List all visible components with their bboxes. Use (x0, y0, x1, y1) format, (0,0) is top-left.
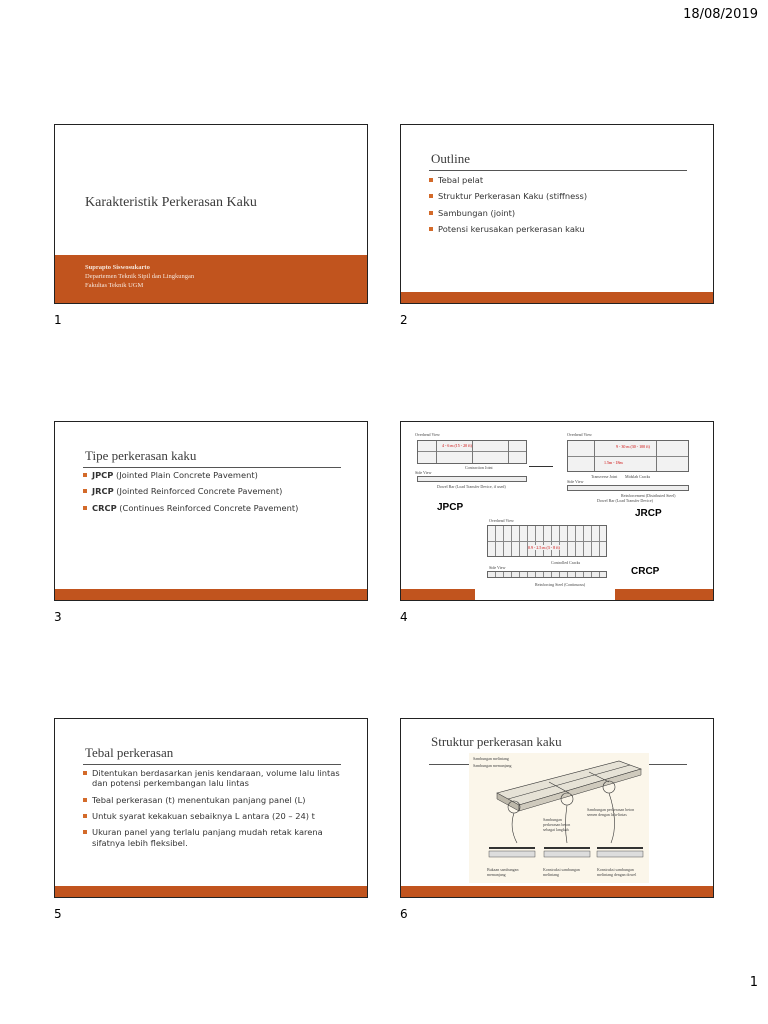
slide-number: 2 (400, 313, 408, 327)
bullet-item: Sambungan (joint) (429, 208, 689, 218)
title-underline (83, 467, 341, 468)
bullet-item: Struktur Perkerasan Kaku (stiffness) (429, 191, 689, 201)
department: Departemen Teknik Sipil dan Lingkungan (85, 272, 195, 280)
side-label: Side View (489, 565, 506, 570)
bullet-text: (Jointed Plain Concrete Pavement) (113, 470, 258, 480)
abbr-crcp: CRCP (92, 502, 117, 513)
slide-number: 1 (54, 313, 62, 327)
faculty: Fakultas Teknik UGM (85, 281, 144, 289)
jpcp-side (417, 476, 527, 482)
slide-2[interactable] (400, 124, 714, 304)
bullet-list (83, 768, 341, 854)
side-label: Side View (415, 470, 432, 475)
bullet-list (83, 470, 353, 519)
bullet-item (83, 470, 353, 480)
accent-bar-left (401, 589, 475, 600)
slide-1[interactable] (54, 124, 368, 304)
accent-bar (55, 589, 367, 600)
bullet-item: Ukuran panel yang terlalu panjang mudah retak karena sifatnya lebih fleksibel. (83, 827, 341, 848)
bullet-item: Potensi kerusakan perkerasan kaku (429, 224, 689, 234)
jrcp-side (567, 485, 689, 491)
joint-label: Sambungan melintang (473, 756, 509, 761)
abbr-jpcp: JPCP (92, 470, 114, 480)
pavement-structure-figure (469, 753, 649, 883)
jrcp-plan (567, 440, 689, 472)
jpcp-label: JPCP (437, 502, 464, 513)
page-number: 1 (749, 975, 758, 990)
header-date: 18/08/2019 (683, 7, 758, 22)
reinforcement-label: Reinforcement (Distributed Steel) (621, 493, 676, 498)
accent-bar (401, 292, 713, 303)
overhead-label: Overhead View (567, 432, 592, 437)
jrcp-dimension: 9 - 30 m (30 - 100 ft) (616, 444, 650, 449)
joint-label: Sambungan perkerasan beton sebagai langkah (543, 817, 571, 832)
accent-bar (55, 886, 367, 897)
bullet-list (429, 175, 689, 240)
bullet-item: Ditentukan berdasarkan jenis kendaraan, volume lalu lintas dan potensi perkembangan lalu lintas (83, 768, 341, 789)
jpcp-dimension: 4 - 6 m (15 - 20 ft) (442, 443, 472, 448)
title-underline-right (649, 764, 687, 765)
jrcp-dimension-2: 1.5m - 18m (604, 460, 623, 465)
crcp-diagram (487, 518, 613, 592)
slide-6[interactable] (400, 718, 714, 898)
slide-5[interactable] (54, 718, 368, 898)
accent-bar (401, 886, 713, 897)
slide-title: Struktur perkerasan kaku (431, 734, 562, 749)
joint-caption: Konstruksi sambungan melintang dengan dowel (597, 867, 637, 877)
bullet-text: (Jointed Reinforced Concrete Pavement) (113, 486, 283, 497)
bullet-item: Tebal pelat (429, 175, 689, 185)
cracks-label: Controlled Cracks (551, 560, 581, 565)
crcp-plan (487, 525, 607, 557)
overhead-label: Overhead View (489, 518, 514, 523)
steel-label: Reinforcing Steel (Continuous) (535, 582, 586, 587)
bullet-item: Untuk syarat kekakuan sebaiknya L antara (20 – 24) t (83, 811, 341, 821)
title-underline-left (429, 764, 469, 765)
bullet-item (83, 486, 353, 496)
bullet-item (83, 503, 353, 513)
author-name: Suprapto Siswosukarto (85, 264, 150, 271)
overhead-label: Overhead View (415, 432, 440, 437)
title-underline (429, 170, 687, 171)
connector-line (529, 466, 553, 467)
slide-title: Tipe perkerasan kaku (85, 448, 197, 463)
dowel-label: Dowel Bar (Load Transfer Device, if used) (437, 484, 506, 489)
accent-bar-right (615, 589, 713, 600)
transverse-label: Transverse Joint (591, 474, 618, 479)
slide-title: Tebal perkerasan (85, 745, 174, 760)
contraction-label: Contraction Joint (465, 465, 493, 470)
joint-label: Sambungan memanjang (473, 763, 512, 768)
slide-number: 4 (400, 610, 408, 624)
side-label: Side View (567, 479, 584, 484)
jrcp-label: JRCP (635, 508, 662, 519)
abbr-jrcp: JRCP (92, 486, 114, 497)
crcp-side (487, 571, 607, 578)
joint-label: Sambungan perkerasan beton semen dengan lalu-lintas (587, 807, 635, 817)
bullet-item: Tebal perkerasan (t) menentukan panjang panel (L) (83, 795, 341, 805)
slide-number: 3 (54, 610, 62, 624)
crcp-label: CRCP (631, 566, 660, 577)
jpcp-diagram (415, 432, 527, 502)
slide-3[interactable] (54, 421, 368, 601)
title-underline (83, 764, 341, 765)
midslab-label: Midslab Cracks (625, 474, 651, 479)
slide-title: Karakteristik Perkerasan Kaku (85, 195, 257, 210)
crcp-dimension: 0.9 - 2.5 m (3 - 8 ft) (528, 545, 560, 550)
dowel-label: Dowel Bar (Load Transfer Device) (597, 498, 653, 503)
slide-number: 5 (54, 907, 62, 921)
slide-number: 6 (400, 907, 408, 921)
joint-caption: Bukaan sambungan memanjang (487, 867, 519, 877)
jrcp-diagram (567, 432, 693, 512)
joint-caption: Konstruksi sambungan melintang (543, 867, 580, 877)
title-band (55, 255, 367, 303)
bullet-text: (Continues Reinforced Concrete Pavement) (116, 502, 299, 513)
slide-title: Outline (431, 151, 470, 166)
slide-4[interactable] (400, 421, 714, 601)
jpcp-plan (417, 440, 527, 464)
